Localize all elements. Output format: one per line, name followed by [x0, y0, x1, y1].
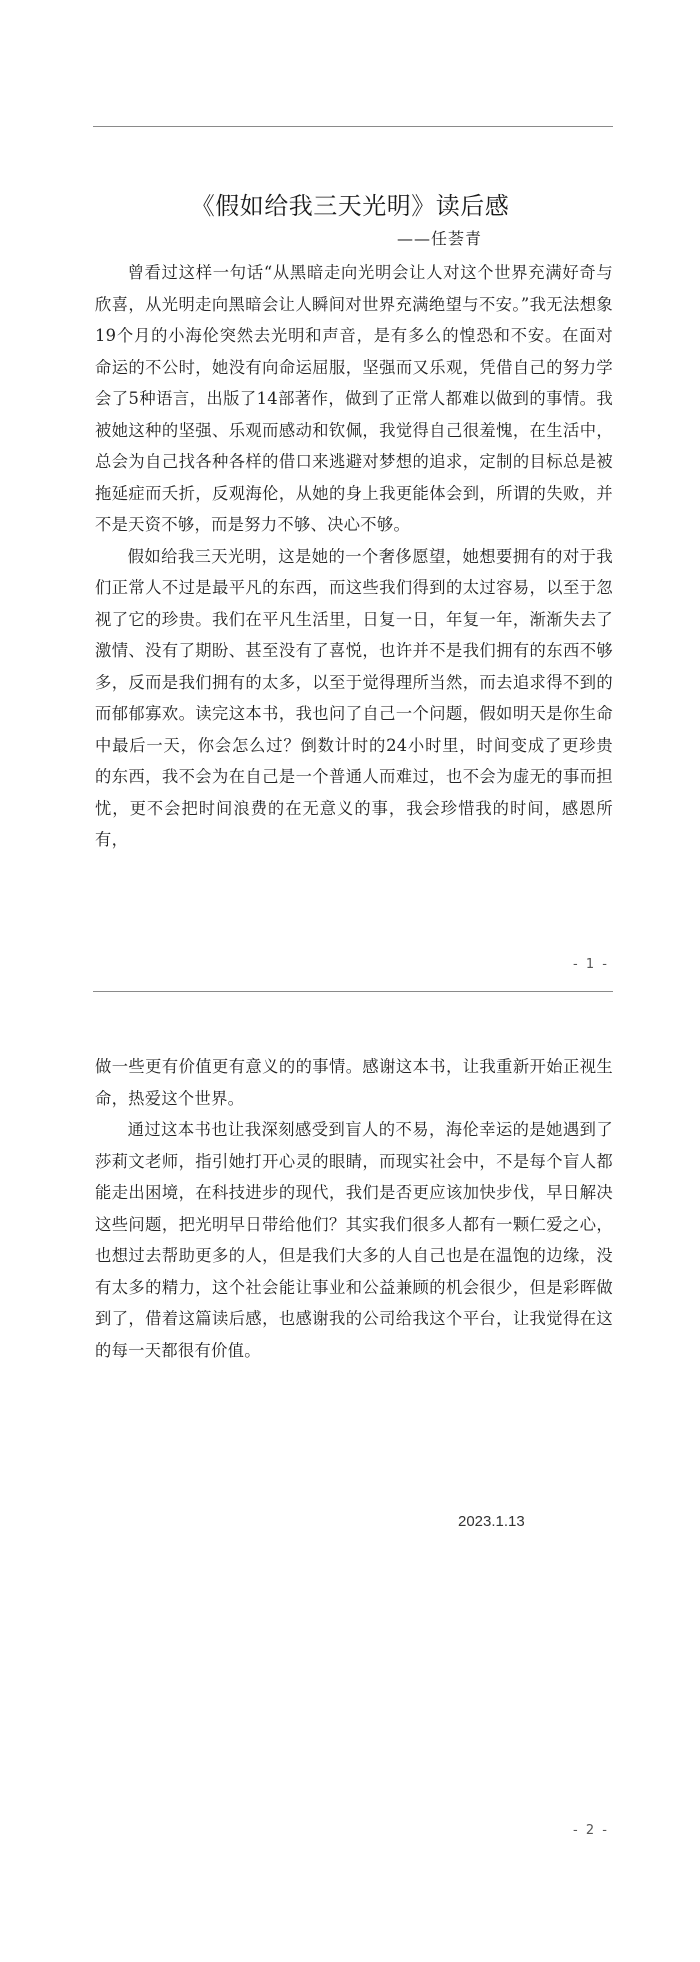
document-title: 《假如给我三天光明》读后感	[190, 192, 510, 220]
paragraph: 假如给我三天光明，这是她的一个奢侈愿望，她想要拥有的对于我们正常人不过是最平凡的东西，而这些我们得到的太过容易，以至于忽视了它的珍贵。我们在平凡生活里，日复一日，年复一年，渐渐失去了激情、没有了期盼、甚至没有了喜悦，也许并不是我们拥有的东西不够多，反而是我们拥有的太多，以至于觉得理所当然，而去追求得不到的而郁郁寡欢。读完这本书，我也问了自己一个问题，假如明天是你生命中最后一天，你会怎么过？倒数计时的24小时里，时间变成了更珍贵的东西，我不会为在自己是一个普通人而难过，也不会为虚无的事而担忧，更不会把时间浪费的在无意义的事，我会珍惜我的时间，感恩所有，	[95, 546, 613, 849]
page-number: - 1 -	[573, 957, 609, 972]
author-line: ——任荟青	[397, 229, 483, 248]
paragraph: 曾看过这样一句话“从黑暗走向光明会让人对这个世界充满好奇与欣喜，从光明走向黑暗会让人瞬间对世界充满绝望与不安。”我无法想象19个月的小海伦突然去光明和声音，是有多么的惶恐和不安。在面对命运的不公时，她没有向命运屈服，坚强而又乐观，凭借自己的努力学会了5种语言，出版了14部著作，做到了正常人都难以做到的事情。我被她这种的坚强、乐观而感动和钦佩，我觉得自己很羞愧，在生活中，总会为自己找各种各样的借口来逃避对梦想的追求，定制的目标总是被拖延症而夭折，反观海伦，从她的身上我更能体会到，所谓的失败，并不是天资不够，而是努力不够、决心不够。	[95, 263, 613, 534]
document-date: 2023.1.13	[458, 1513, 525, 1530]
top-divider	[93, 126, 613, 127]
page2-body	[95, 1051, 613, 1366]
paragraph: 通过这本书也让我深刻感受到盲人的不易，海伦幸运的是她遇到了莎莉文老师，指引她打开心灵的眼睛，而现实社会中，不是每个盲人都能走出困境，在科技进步的现代，我们是否更应该加快步伐，早日解决这些问题，把光明早日带给他们？其实我们很多人都有一颗仁爱之心，也想过去帮助更多的人，但是我们大多的人自己也是在温饱的边缘，没有太多的精力，这个社会能让事业和公益兼顾的机会很少，但是彩晖做到了，借着这篇读后感，也感谢我的公司给我这个平台，让我觉得在这的每一天都很有价值。	[95, 1120, 613, 1360]
page-number: - 2 -	[573, 1823, 609, 1838]
paragraph: 做一些更有价值更有意义的的事情。感谢这本书，让我重新开始正视生命，热爱这个世界。	[95, 1057, 613, 1108]
page-break-divider	[93, 991, 613, 992]
page1-body	[95, 257, 613, 856]
